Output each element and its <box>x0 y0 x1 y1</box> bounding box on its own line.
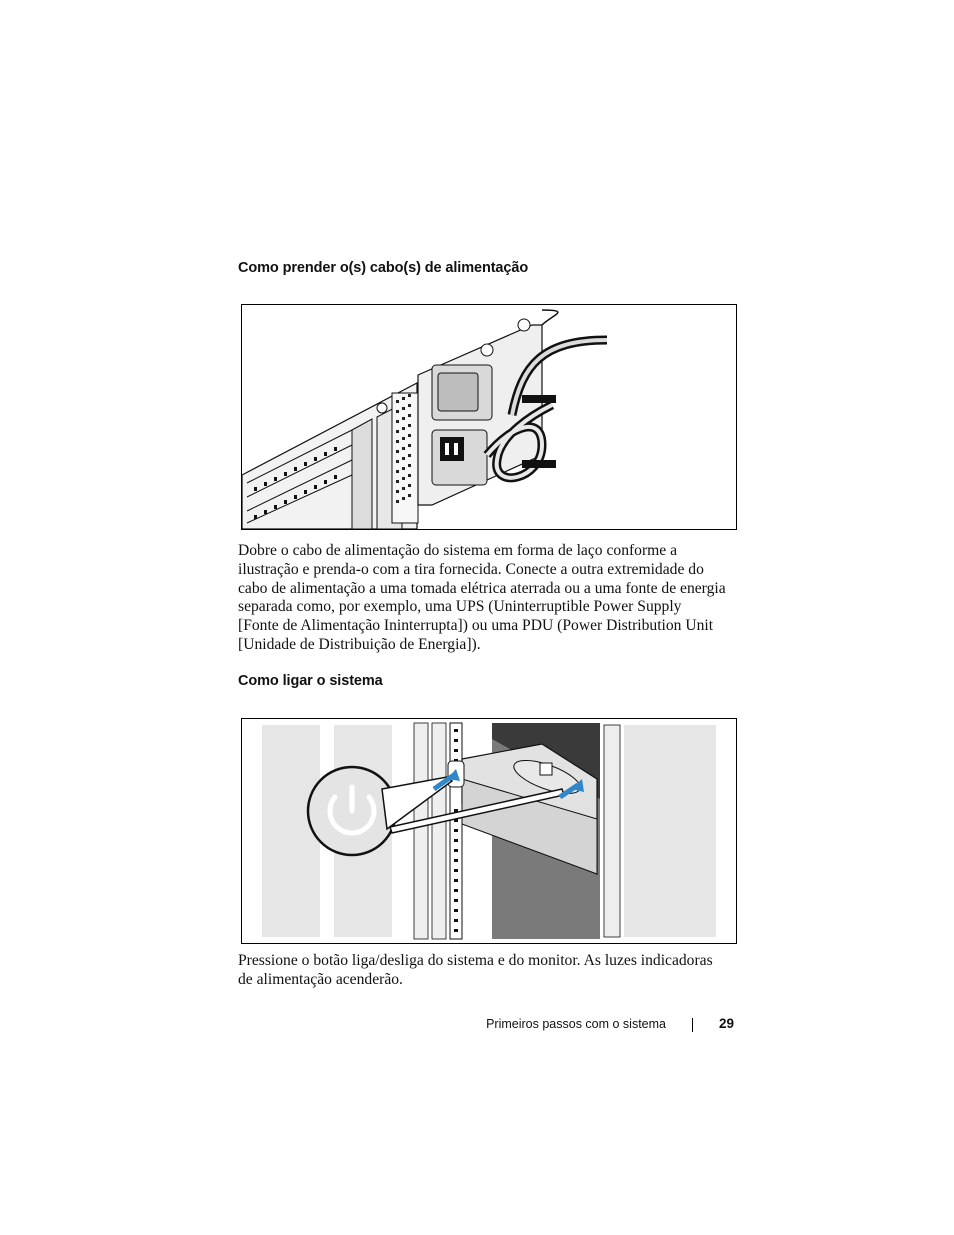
paragraph-line: Dobre o cabo de alimentação do sistema em forma de laço conforme a <box>238 542 678 559</box>
section-heading-turn-on-system: Como ligar o sistema <box>238 673 383 689</box>
power-button-illustration <box>242 719 736 943</box>
paragraph-line: [Unidade de Distribuição de Energia]). <box>238 635 481 653</box>
figure-power-cable-loop <box>241 304 737 530</box>
footer-separator <box>692 1018 693 1032</box>
paragraph-line: de alimentação acenderão. <box>238 970 403 988</box>
paragraph-line: ilustração e prenda-o com a tira fornecida. Conecte a outra extremidade do <box>238 560 704 578</box>
paragraph-line: cabo de alimentação a uma tomada elétrica aterrada ou a uma fonte de energia <box>238 579 726 597</box>
footer-chapter-title: Primeiros passos com o sistema <box>486 1017 666 1031</box>
paragraph-line: Pressione o botão liga/desliga do sistema e do monitor. As luzes indicadoras <box>238 952 713 969</box>
power-cable-illustration <box>242 305 736 529</box>
page-footer <box>470 1015 736 1035</box>
section-heading-power-cables: Como prender o(s) cabo(s) de alimentação <box>238 260 529 276</box>
paragraph-line: separada como, por exemplo, uma UPS (Uninterruptible Power Supply <box>238 598 682 616</box>
figure-power-button <box>241 718 737 944</box>
paragraph-power-on-instructions <box>238 952 738 990</box>
page-number: 29 <box>718 1016 734 1031</box>
paragraph-line: [Fonte de Alimentação Ininterrupta]) ou uma PDU (Power Distribution Unit <box>238 617 714 635</box>
paragraph-power-cable-instructions <box>238 542 738 655</box>
